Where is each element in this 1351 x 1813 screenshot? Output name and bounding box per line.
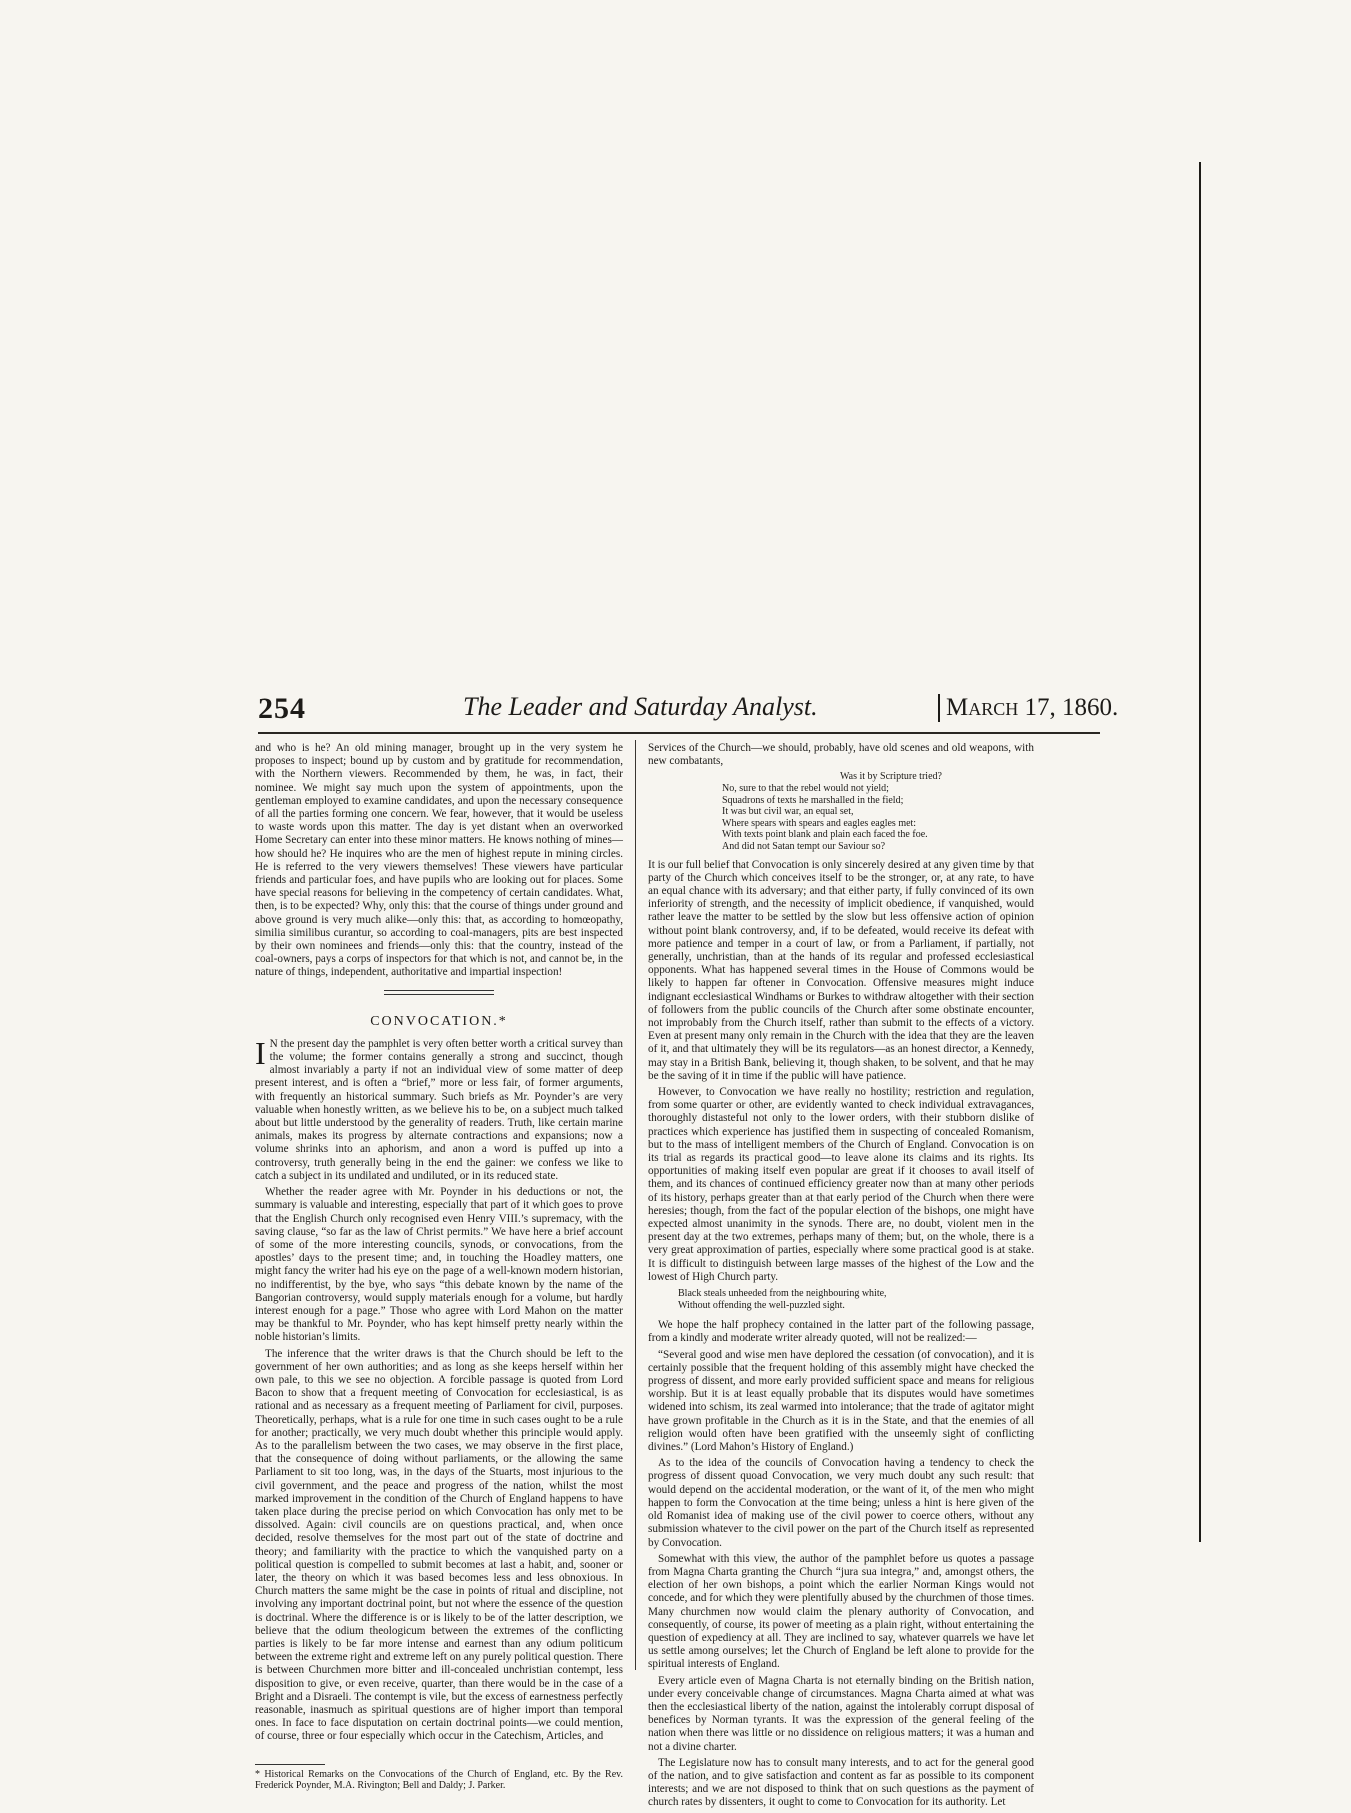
paragraph: As to the idea of the councils of Convocation having a tendency to check the progress of dissent quoad Convocation, we very much doubt any such result: that would depend on the accidental moderation, or the want of it, of the men who might happen to form the Convocation at the time being; unless a hint is here given of the old Romanist idea of making use of the civil power to coerce others, without any submission whatever to the civil power on the part of the Church itself as represented by Convocation. xyxy=(648,1457,1034,1549)
paragraph: It is our full belief that Convocation is only sincerely desired at any given time by that party of the Church which conceives itself to be the stronger, or, at any rate, to have an equal chance with its adversary; and that either party, if fully convinced of its own inferiority of strength, and the necessity of implicit obedience, if vanquished, would rather leave the matter to be settled by the slow but less offensive action of opinion without point blank controversy, and, if to be defeated, would receive its defeat with more patience and temper in a court of law, or from a Parliament, if partially, not generally, unchristian, than at the hands of its regular and professed ecclesiastical opponents. What has happened several times in the House of Commons would be likely to happen far oftener in Convocation. Offensive measures might induce indignant ecclesiastical Windhams or Burkes to withdraw altogether with their section of followers from the public councils of the Church after some obstinate encounter, not improbably from the Church itself, rather than submit to the effects of a victory. Even at present many only remain in the Church with the idea that they are the leaven of it, and that ultimately they will be its regulators—as an honest director, a Kennedy, may stay in a British Bank, believing it, though shaken, to be solvent, and that he may be the saving of it in time if the public will have patience. xyxy=(648,858,1034,1082)
masthead-title: The Leader and Saturday Analyst. xyxy=(463,692,818,721)
verse-line: Without offending the well-puzzled sight. xyxy=(678,1299,845,1311)
paragraph: We hope the half prophecy contained in the latter part of the following passage, from a kindly and moderate writer already quoted, will not be realized:— xyxy=(648,1319,1034,1345)
poem-line: With texts point blank and plain each faced the foe. xyxy=(722,829,928,841)
paragraph-dropcap xyxy=(255,1034,623,1183)
paragraph: Whether the reader agree with Mr. Poynder in his deductions or not, the summary is valuable and interesting, especially that part of it which goes to prove that the English Church only recognised even Henry VIII.’s supremacy, with the saving clause, “so far as the law of Christ permits.” We have here a brief account of some of the more interesting councils, synods, or convocations, from the apostles’ days to the present time; and, in touching the Hoadley matters, one might fancy the writer had his eye on the page of a well-known modern historian, no indifferentist, by the bye, who says “this debate known by the name of the Bangorian controversy, would supply materials enough for a volume, but hardly interest enough for a page.” Those who agree with Lord Mahon on the matter may be thankful to Mr. Poynder, who has kept himself pretty nearly within the noble historian’s limits. xyxy=(255,1186,623,1344)
page-number: 254 xyxy=(258,692,306,725)
footnote: * Historical Remarks on the Convocations of the Church of England, etc. By the Rev. Frederick Poynder, M.A. Rivington; Bell and Daldy; J. Parker. xyxy=(255,1768,623,1792)
verse-quote xyxy=(678,1288,1034,1311)
section-title: CONVOCATION.* xyxy=(370,1013,508,1029)
section-separator xyxy=(384,990,494,995)
poem-quote xyxy=(722,771,1034,852)
page-header xyxy=(258,692,1119,728)
right-column xyxy=(648,742,1034,1813)
poem-line: Was it by Scripture tried? xyxy=(840,771,942,783)
poem-line: And did not Satan tempt our Saviour so? xyxy=(722,840,886,852)
header-rule xyxy=(258,732,1100,734)
paragraph-quotation: “Several good and wise men have deplored the cessation (of convocation), and it is certainly possible that the frequent holding of this assembly might have checked the progress of dissent, and more early provided sufficient space and means for religious worship. But it is at least equally probable that its disputes would have sometimes widened into schism, its zeal warmed into intolerance; that the trade of agitator might have grown profitable in the Church as it is in the State, and that the enemies of all religion would often have been gratified with the unseemly sight of conflicting divines.” (Lord Mahon’s History of England.) xyxy=(648,1348,1034,1454)
paragraph: The Legislature now has to consult many interests, and to act for the general good of the nation, and to give satisfaction and content as far as possible to its component interests; and we are not disposed to think that on such questions as the payment of church rates by dissenters, it ought to come to Convocation for its authority. Let xyxy=(648,1756,1034,1809)
footnote-rule xyxy=(255,1764,325,1765)
poem-line: No, sure to that the rebel would not yield; xyxy=(722,783,889,794)
margin-rule xyxy=(1199,162,1201,1542)
poem-line: It was but civil war, an equal set, xyxy=(722,806,854,818)
paragraph: However, to Convocation we have really no hostility; restriction and regulation, from some quarter or other, are evidently wanted to check individual extravagances, thoroughly distasteful not only to the lower orders, with their stubborn dislike of practices which experience has justified them in suspecting of concealed Romanism, but to the mass of intelligent members of the Church of England. Convocation is on its trial as regards its practical good—to leave alone its claims and its rights. Its opportunities of making itself even popular are great if it chooses to avail itself of them, and its chances of continued efficiency greater now than at many other periods of its history, perhaps greater than at that early period of the Church when there were heresies; though, from the fact of the popular election of the bishops, one might have expected almost unanimity in the synods. There are, no doubt, violent men in the present day at the two extremes, perhaps many of them; but, on the whole, there is a very great approximation of parties, especially where some practical good is at stake. It is difficult to distinguish between large masses of the highest of the Low and the lowest of High Church party. xyxy=(648,1086,1034,1283)
verse-line: Black steals unheeded from the neighbouring white, xyxy=(678,1288,887,1300)
paragraph: Somewhat with this view, the author of the pamphlet before us quotes a passage from Magna Charta granting the Church “jura sua integra,” and, amongst others, the election of her own bishops, a point which the earlier Norman Kings would not concede, and for which they were plentifully abused by the churchmen of those times. Many churchmen now would claim the plenary authority of Convocation, and consequently, of course, its power of meeting as a plain right, without entertaining the question of expediency at all. They are inclined to say, whatever quarrels we have let us settle among ourselves; let the Church of England be left alone to provide for the spiritual interests of England. xyxy=(648,1552,1034,1671)
paragraph: Every article even of Magna Charta is not eternally binding on the British nation, under every conceivable change of circumstances. Magna Charta aimed at what was then the ecclesiastical liberty of the nation, against the intolerably corrupt disposal of benefices by Norman tyrants. It was the expression of the general feeling of the nation when there was little or no dissidence on religious matters; it was a human and not a divine charter. xyxy=(648,1674,1034,1753)
issue-date: March 17, 1860. xyxy=(938,694,1118,722)
paragraph-intro: and who is he? An old mining manager, brought up in the very system he proposes to inspect; bound up by custom and by gratitude for recommendation, with the Northern viewers. Recommended by them, he was, in fact, their nominee. We might say much upon the system of appointments, upon the gentleman employed to examine candidates, and upon the necessary consequence of all the parties forming one concern. We fear, however, that it would be useless to waste words upon this matter. The day is yet distant when an overworked Home Secretary can enter into these minor matters. He knows nothing of mines—how should he? He inquires who are the men of highest repute in mining circles. He is referred to the very viewers themselves! These viewers have particular friends and particular foes, and have pupils who are looking out for places. Some have special reasons for believing in the competency of certain candidates. What, then, is to be expected? Why, only this: that the course of things under ground and above ground is very much alike—only this: that, as according to homœopathy, similia similibus curantur, so according to coal-managers, pits are best inspected by their own nominees and friends—only this: that the country, instead of the coal-owners, pays a corps of inspectors for that which is not, and cannot be, in the nature of things, independent, authoritative and impartial inspection! xyxy=(255,742,623,979)
paragraph-continued: Services of the Church—we should, probably, have old scenes and old weapons, with new combatants, xyxy=(648,742,1034,768)
poem-line: Squadrons of texts he marshalled in the field; xyxy=(722,794,904,806)
paragraph-dropcap-text: N the present day the pamphlet is very often better worth a critical survey than the volume; the former contains generally a strong and succinct, though almost invariably a party if not an individual view of some matter of deep present interest, and is often a “brief,” more or less fair, of former arguments, with frequently an historical summary. Such briefs as Mr. Poynder’s are very valuable when honestly written, as we believe his to be, on a subject much talked about but little understood by the generality of readers. Truth, like certain marine animals, makes its progress by alternate contractions and expansions; now a volume shrinks into an aphorism, and anon a word is puffed up into a controversy, truth generally being in the end the gainer: we confess we like to catch a subject in its undilated and undiluted, or in its reduced state. xyxy=(255,1037,623,1182)
poem-line: Where spears with spears and eagles eagles met: xyxy=(722,817,917,829)
left-column xyxy=(255,742,623,1792)
drop-cap: I xyxy=(255,1034,266,1071)
paragraph: The inference that the writer draws is that the Church should be left to the government of her own authorities; and as long as she keeps herself within her own pale, to this we see no objection. A forcible passage is quoted from Lord Bacon to show that a frequent meeting of Convocation for ecclesiastical, is as rational and as necessary as a frequent meeting of Parliament for civil, purposes. Theoretically, perhaps, what is a rule for one time in such cases ought to be a rule for another; practically, we very much doubt whether this principle would apply. As to the parallelism between the two cases, we may observe in the first place, that the consequence of doing without parliaments, or the allowing the same Parliament to sit too long, was, in the days of the Stuarts, most injurious to the civil government, and the peace and progress of the nation, whilst the most marked improvement in the condition of the Church of England happens to have taken place during the precise period on which Convocation has only met to be dissolved. Again: civil councils are on questions practical, and, when once decided, resolve themselves for the most part out of the state of doctrine and theory; and familiarity with the practice to which the vanquished party on a political question is compelled to submit becomes at last a habit, and, sooner or later, the theory on which it was based becomes less and less obnoxious. In Church matters the same might be the case in points of ritual and discipline, not involving any important doctrinal point, but not where the essence of the question is doctrinal. Where the difference is or is likely to be of the latter description, we believe that the odium theologicum between the extremes of the conflicting parties is likely to be far more intense and earnest than any odium politicum between the extreme right and extreme left on any purely political question. There is between Churchmen more bitter and ill-concealed unchristian contempt, less disposition to give, or even receive, quarter, than there would be in the case of a Bright and a Disraeli. The contempt is vile, but the excess of earnestness perfectly reasonable, inasmuch as spiritual questions are of higher import than temporal ones. In face to face disputation on certain doctrinal points—we could mention, of course, three or four especially which occur in the Catechism, Articles, and xyxy=(255,1347,623,1743)
column-divider xyxy=(635,740,636,1670)
